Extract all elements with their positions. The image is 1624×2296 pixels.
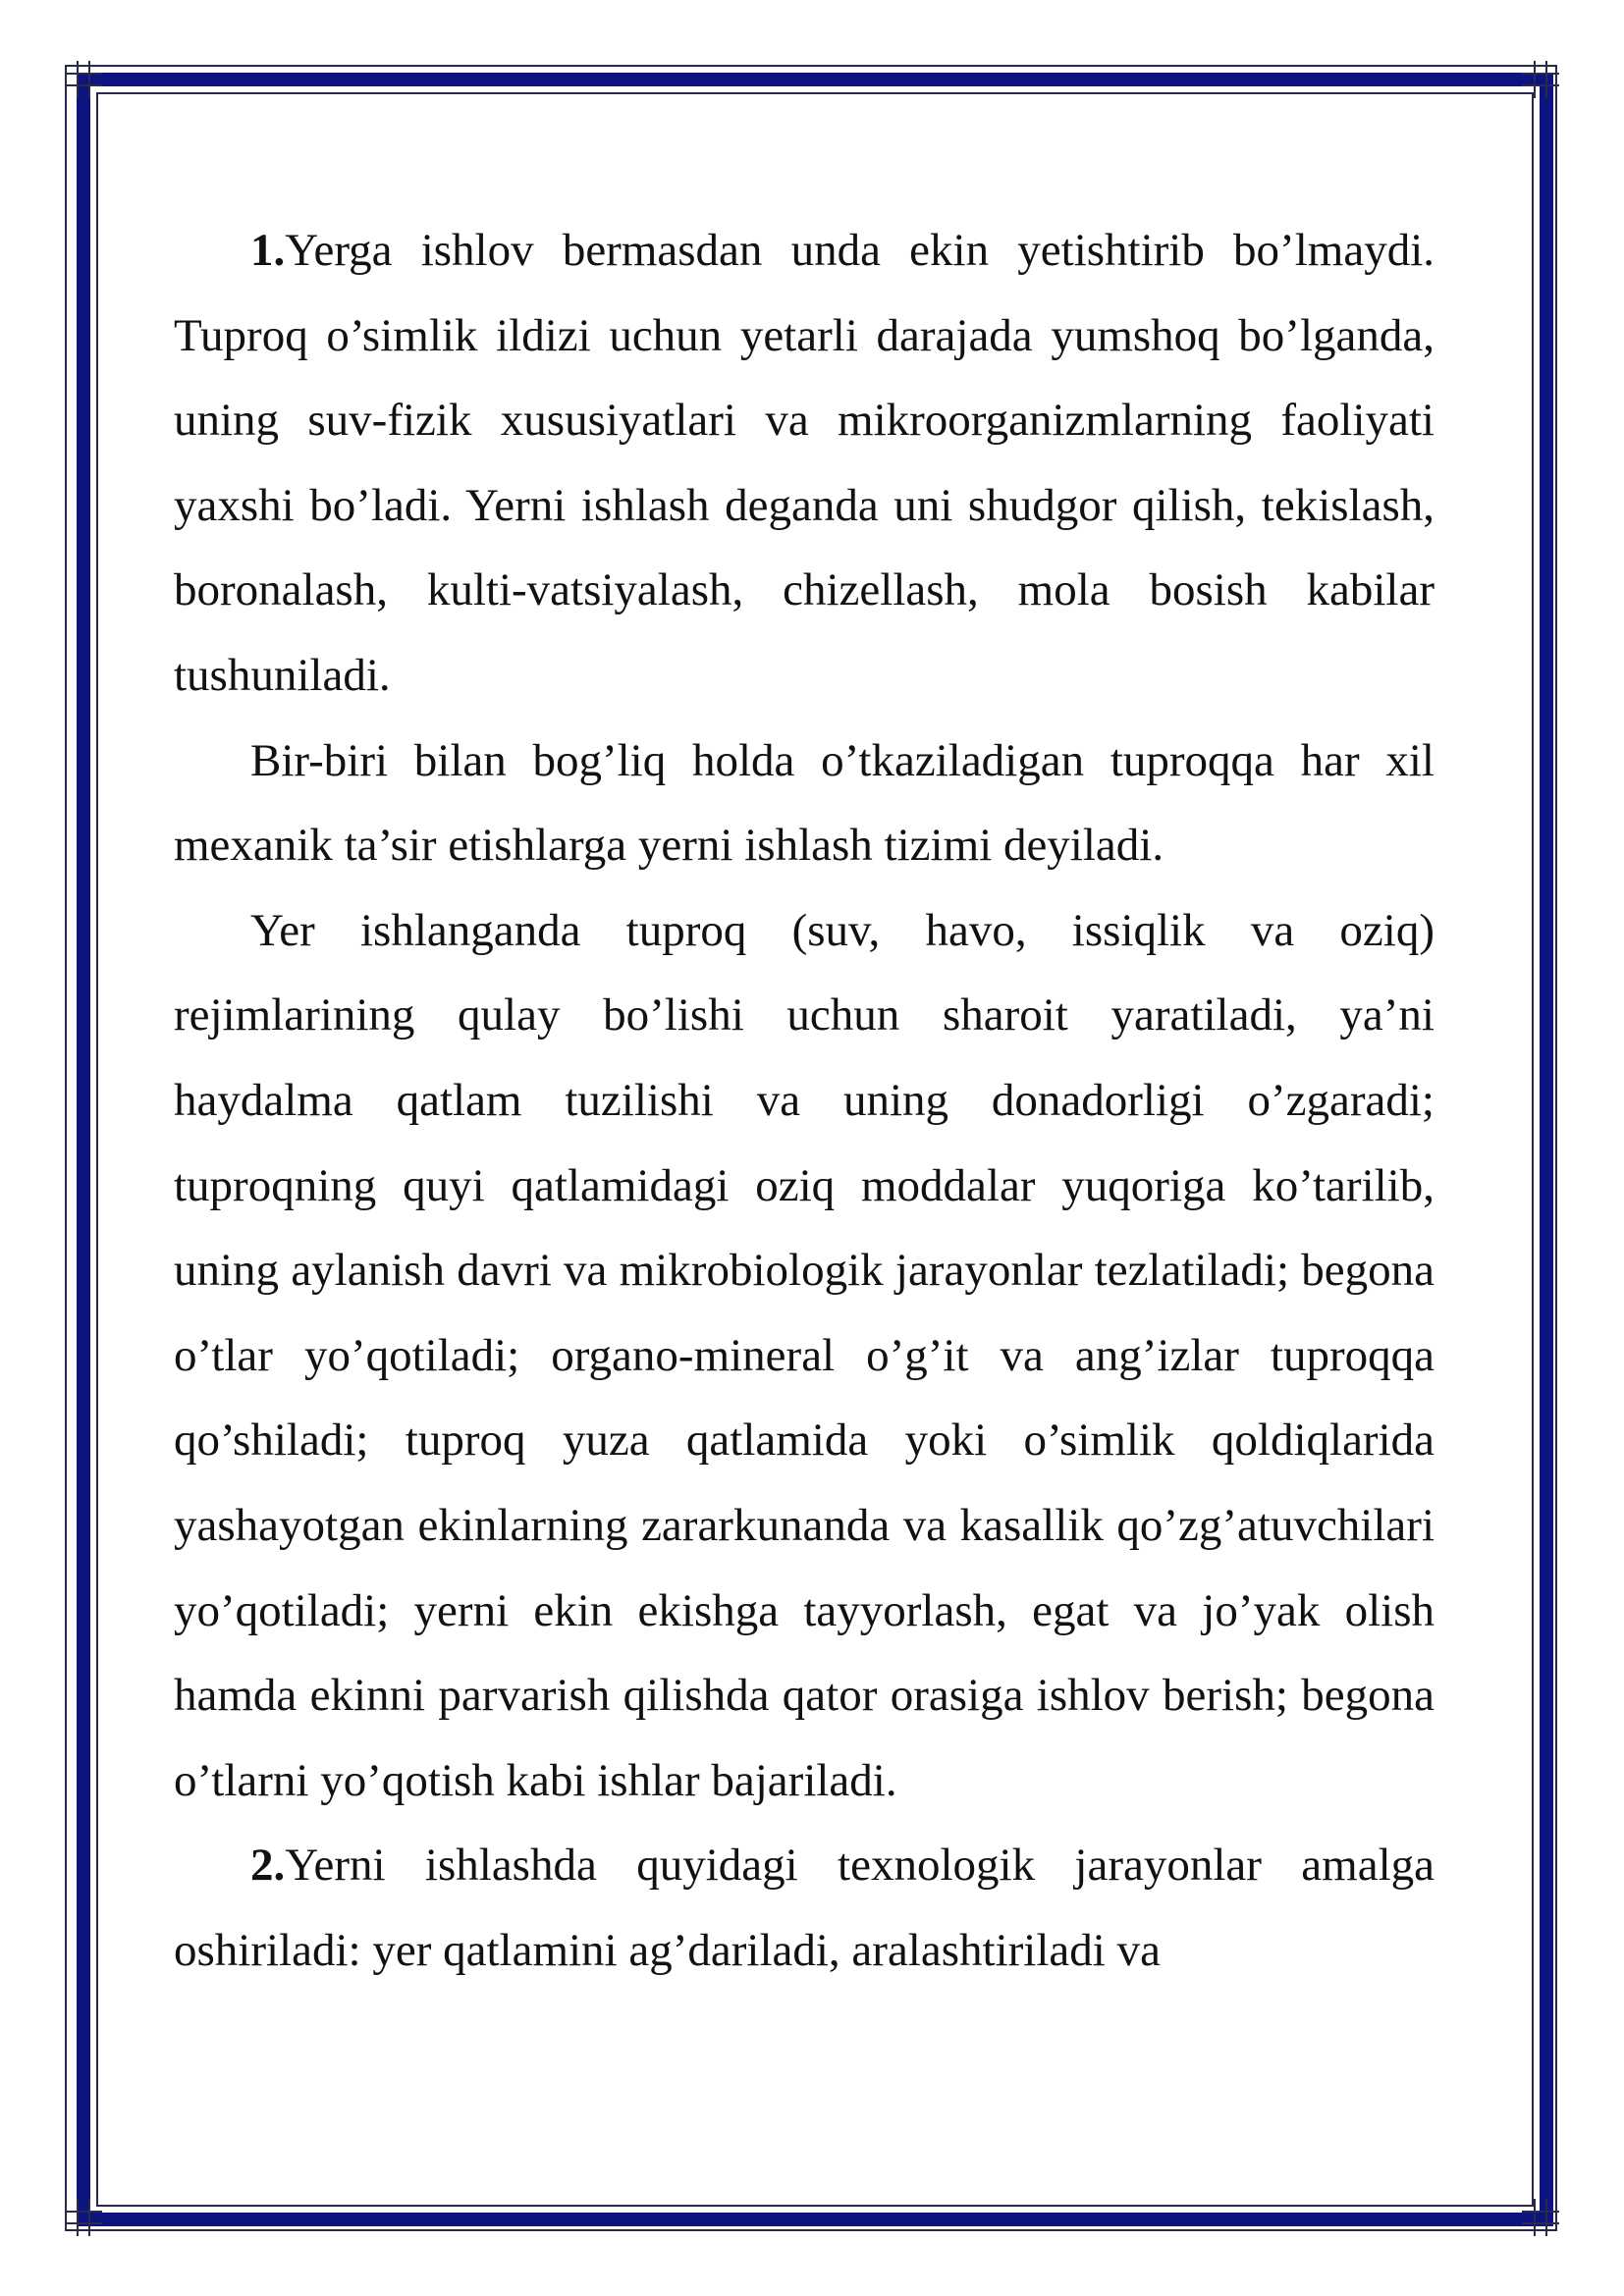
paragraph-2 bbox=[174, 719, 1435, 888]
corner-ornament-top-right bbox=[1522, 61, 1559, 98]
paragraph-number: 1. bbox=[250, 225, 286, 276]
page-body bbox=[174, 208, 1435, 1993]
paragraph-text: Yerga ishlov bermasdan unda ekin yetishtirib bo’lmaydi. Tuproq o’simlik ildizi uchun yetarli darajada yumshoq bo’lganda, uning suv-fizik xususiyatlari va mikroorganizmlarning faoliyati yaxshi bo’ladi. Yerni ishlash deganda uni shudgor qilish, tekislash, boronalash, kulti-vatsiyalash, chizellash, mola bosish kabilar tushuniladi. bbox=[174, 225, 1435, 701]
paragraph-text: Yerni ishlashda quyidagi texnologik jarayonlar amalga oshiriladi: yer qatlamini ag’dariladi, aralashtiriladi va bbox=[174, 1840, 1435, 1976]
paragraph-text: Bir-biri bilan bog’liq holda o’tkaziladigan tuproqqa har xil mexanik ta’sir etishlarga yerni ishlash tizimi deyiladi. bbox=[174, 734, 1435, 872]
paragraph-3 bbox=[174, 888, 1435, 1824]
paragraph-text: Yer ishlanganda tuproq (suv, havo, issiqlik va oziq) rejimlarining qulay bo’lishi uchun sharoit yaratiladi, ya’ni haydalma qatlam tuzilishi va uning donadorligi o’zgaradi; tuproqning quyi qatlamidagi oziq moddalar yuqoriga ko’tarilib, uning aylanish davri va mikrobiologik jarayonlar tezlatiladi; begona o’tlar yo’qotiladi; organo-mineral o’g’it va ang’izlar tuproqqa qo’shiladi; tuproq yuza qatlamida yoki o’simlik qoldiqlarida yashayotgan ekinlarning zararkunanda va kasallik qo’zg’atuvchilari yo’qotiladi; yerni ekin ekishga tayyorlash, egat va jo’yak olish hamda ekinni parvarish qilishda qator orasiga ishlov berish; begona o’tlarni yo’qotish kabi ishlar bajariladi. bbox=[174, 904, 1435, 1806]
corner-ornament-bottom-right bbox=[1522, 2199, 1559, 2236]
corner-ornament-bottom-left bbox=[65, 2199, 102, 2236]
paragraph-number: 2. bbox=[250, 1840, 286, 1892]
paragraph-4 bbox=[174, 1823, 1435, 1993]
paragraph-1 bbox=[174, 208, 1435, 719]
corner-ornament-top-left bbox=[65, 61, 102, 98]
